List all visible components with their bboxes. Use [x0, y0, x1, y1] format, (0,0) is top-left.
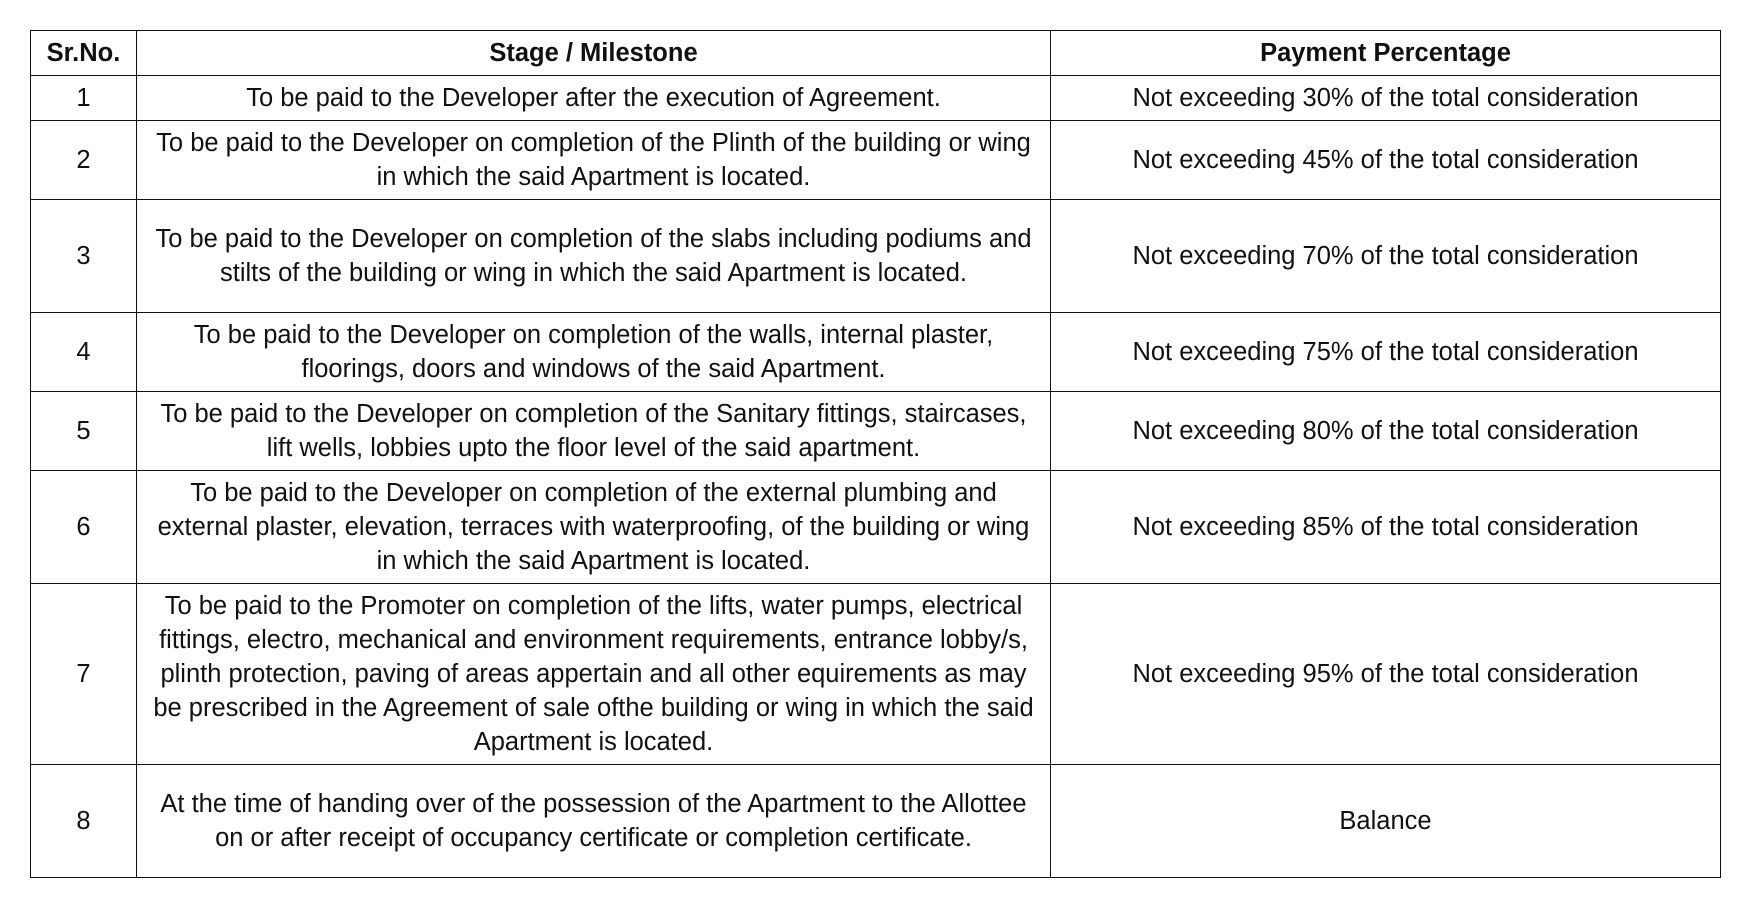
- sr-no-cell: 3: [31, 200, 137, 313]
- sr-no-cell: 1: [31, 76, 137, 121]
- table-row: [31, 76, 1721, 121]
- stage-cell: To be paid to the Promoter on completion of the lifts, water pumps, electrical fittings, electro, mechanical and environment requirements, entrance lobby/s, plinth protection, paving of areas appertain and all other equirements as may be prescribed in the Agreement of sale ofthe building or wing in which the said Apartment is located.: [137, 584, 1051, 765]
- payment-cell: Balance: [1051, 765, 1721, 878]
- stage-cell: To be paid to the Developer on completion of the walls, internal plaster, floorings, doors and windows of the said Apartment.: [137, 313, 1051, 392]
- payment-cell: Not exceeding 95% of the total consideration: [1051, 584, 1721, 765]
- stage-cell: To be paid to the Developer on completion of the Sanitary fittings, staircases, lift wells, lobbies upto the floor level of the said apartment.: [137, 392, 1051, 471]
- sr-no-cell: 8: [31, 765, 137, 878]
- header-stage-milestone: Stage / Milestone: [137, 31, 1051, 76]
- stage-cell: At the time of handing over of the possession of the Apartment to the Allottee on or after receipt of occupancy certificate or completion certificate.: [137, 765, 1051, 878]
- table-row: [31, 121, 1721, 200]
- payment-cell: Not exceeding 75% of the total consideration: [1051, 313, 1721, 392]
- payment-cell: Not exceeding 80% of the total consideration: [1051, 392, 1721, 471]
- sr-no-cell: 4: [31, 313, 137, 392]
- payment-cell: Not exceeding 85% of the total consideration: [1051, 471, 1721, 584]
- table-row: [31, 392, 1721, 471]
- table-row: [31, 471, 1721, 584]
- table-row: [31, 313, 1721, 392]
- sr-no-cell: 5: [31, 392, 137, 471]
- header-payment-percentage: Payment Percentage: [1051, 31, 1721, 76]
- header-sr-no: Sr.No.: [31, 31, 137, 76]
- stage-cell: To be paid to the Developer on completion of the Plinth of the building or wing in which the said Apartment is located.: [137, 121, 1051, 200]
- stage-cell: To be paid to the Developer on completion of the slabs including podiums and stilts of the building or wing in which the said Apartment is located.: [137, 200, 1051, 313]
- stage-cell: To be paid to the Developer after the execution of Agreement.: [137, 76, 1051, 121]
- sr-no-cell: 2: [31, 121, 137, 200]
- payment-cell: Not exceeding 70% of the total consideration: [1051, 200, 1721, 313]
- payment-schedule-table-container: [30, 30, 1720, 878]
- payment-schedule-table: [30, 30, 1721, 878]
- table-header-row: [31, 31, 1721, 76]
- table-row: [31, 200, 1721, 313]
- stage-cell: To be paid to the Developer on completion of the external plumbing and external plaster, elevation, terraces with waterproofing, of the building or wing in which the said Apartment is located.: [137, 471, 1051, 584]
- payment-cell: Not exceeding 45% of the total consideration: [1051, 121, 1721, 200]
- table-row: [31, 584, 1721, 765]
- payment-cell: Not exceeding 30% of the total consideration: [1051, 76, 1721, 121]
- sr-no-cell: 6: [31, 471, 137, 584]
- sr-no-cell: 7: [31, 584, 137, 765]
- table-row: [31, 765, 1721, 878]
